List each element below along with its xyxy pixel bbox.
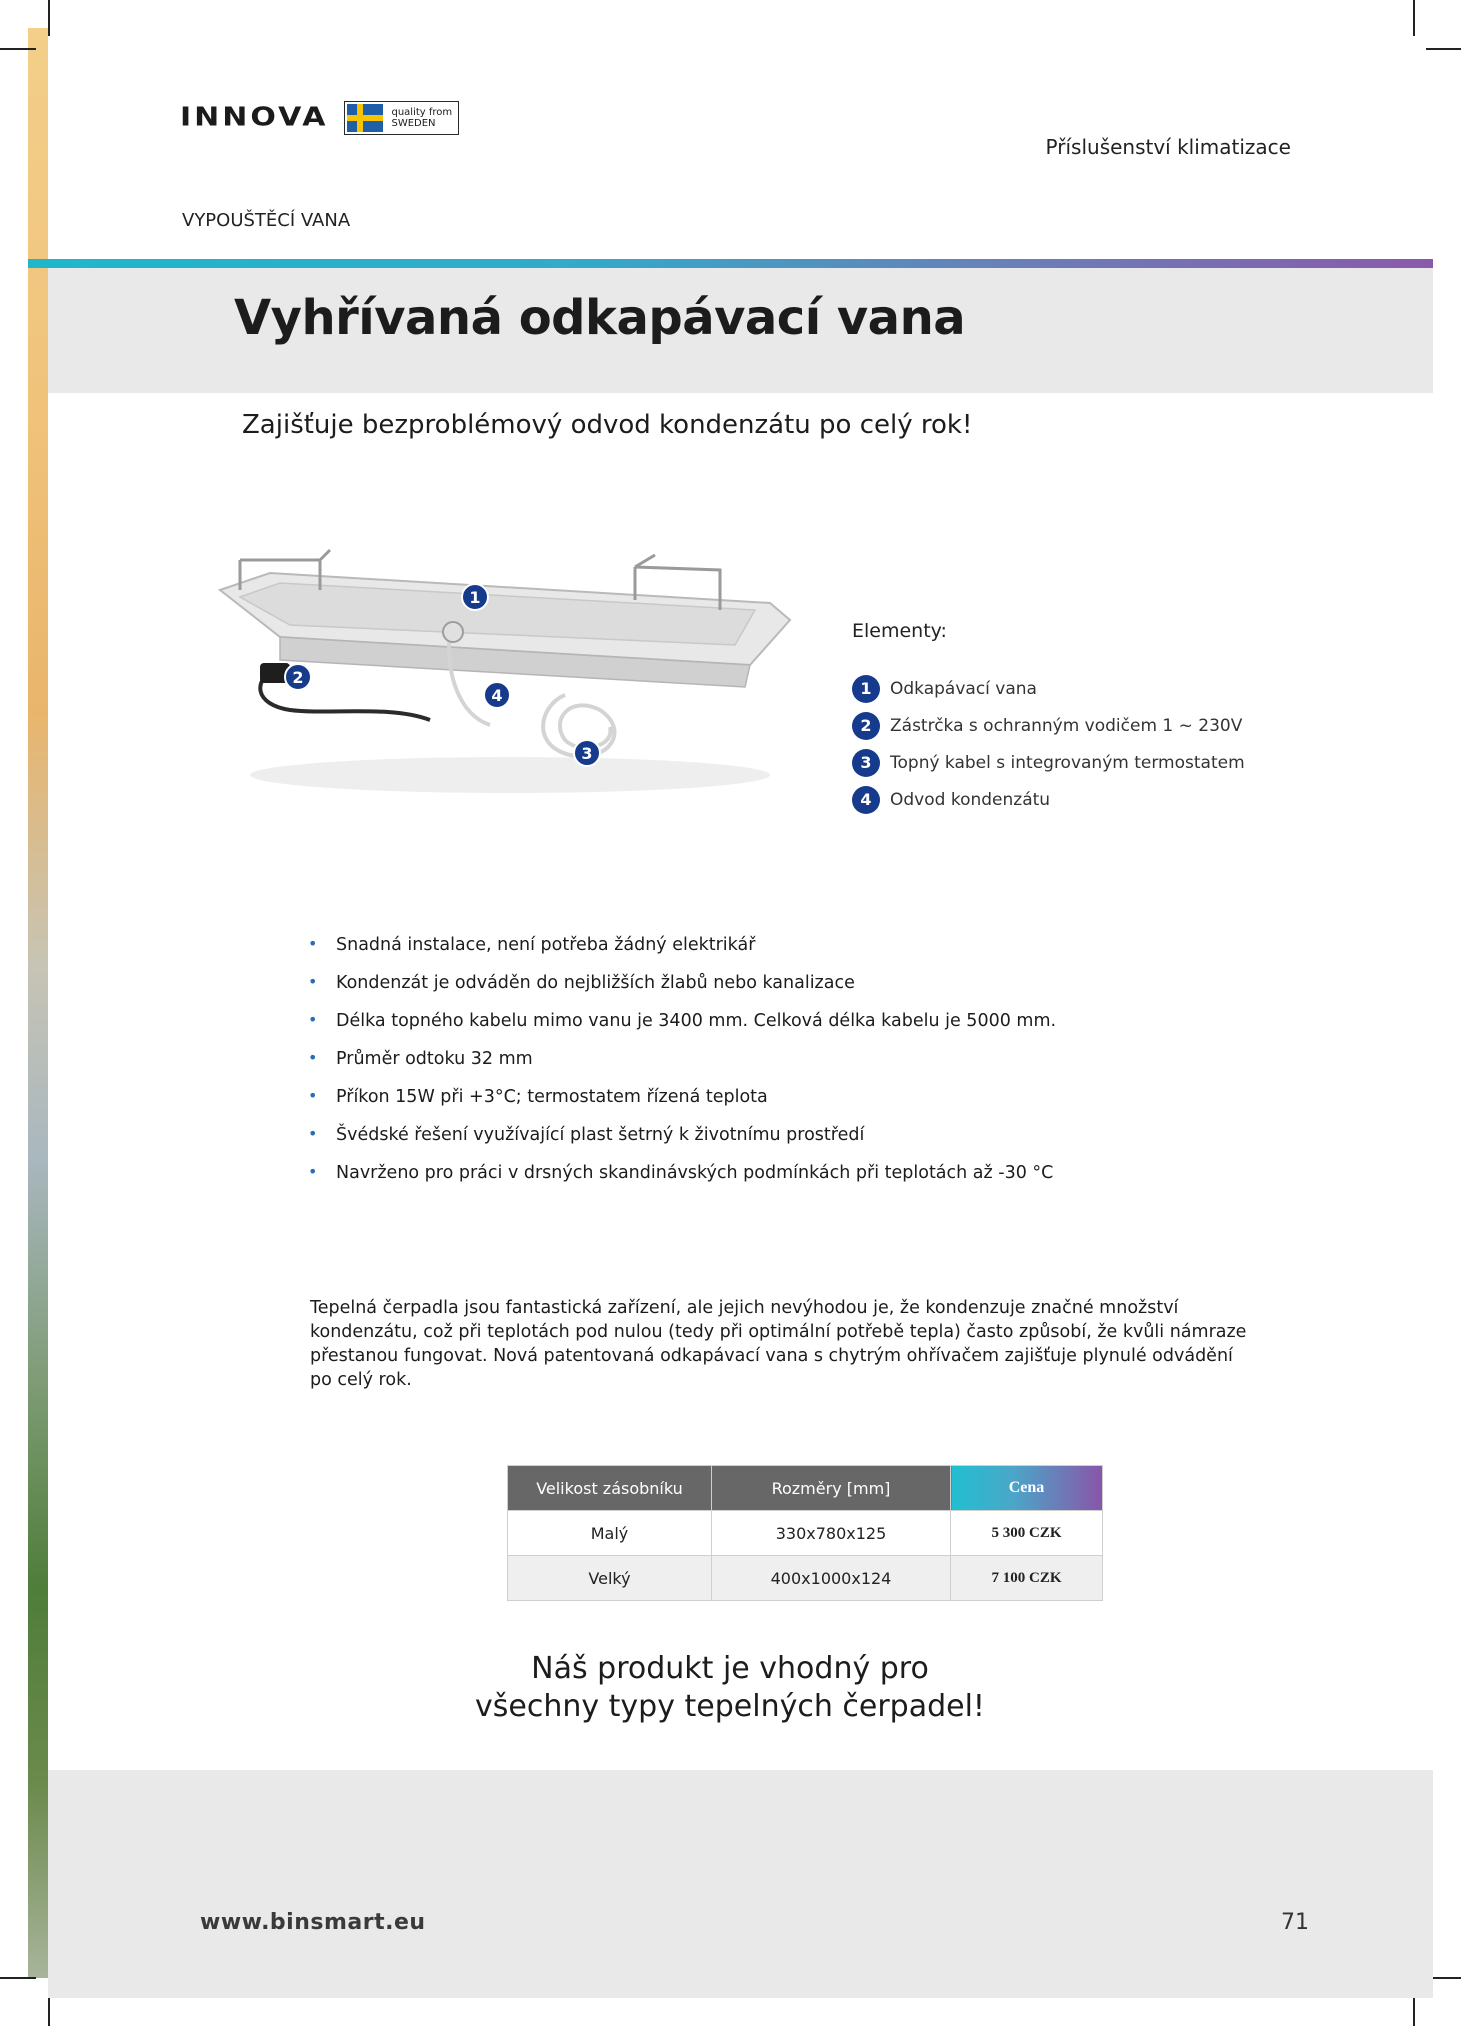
price-table bbox=[507, 1465, 1103, 1601]
category-label: Příslušenství klimatizace bbox=[1045, 135, 1291, 159]
svg-text:3: 3 bbox=[581, 744, 593, 763]
promo-text bbox=[380, 1650, 1080, 1726]
legend-item bbox=[852, 744, 1245, 781]
table-cell: Velký bbox=[508, 1556, 712, 1601]
svg-text:1: 1 bbox=[469, 588, 481, 607]
price-cell: 5 300 CZK bbox=[951, 1511, 1103, 1556]
footer-band bbox=[48, 1770, 1433, 1998]
feature-list bbox=[308, 935, 1056, 1201]
marker-1 bbox=[462, 584, 488, 610]
website-link[interactable]: www.binsmart.eu bbox=[200, 1910, 426, 1935]
svg-text:2: 2 bbox=[292, 668, 304, 687]
legend-number: 1 bbox=[852, 675, 880, 703]
crop-mark bbox=[0, 48, 36, 50]
badge-line-2: SWEDEN bbox=[391, 117, 436, 129]
feature-item: • Navrženo pro práci v drsných skandinávských podmínkách při teplotách až -30 °C bbox=[308, 1163, 1056, 1201]
table-cell: 330x780x125 bbox=[712, 1511, 951, 1556]
crop-mark bbox=[1426, 48, 1461, 50]
marker-2 bbox=[285, 664, 311, 690]
column-header: Cena bbox=[951, 1466, 1103, 1511]
table-header-row bbox=[508, 1466, 1103, 1511]
bleed-image-strip bbox=[28, 28, 48, 1978]
legend-label: Topný kabel s integrovaným termostatem bbox=[890, 752, 1245, 773]
feature-item: • Švédské řešení využívající plast šetrný k životnímu prostředí bbox=[308, 1125, 1056, 1163]
quality-badge bbox=[344, 101, 459, 135]
svg-text:4: 4 bbox=[491, 686, 503, 705]
brand-logo bbox=[180, 100, 459, 135]
promo-line-2: všechny typy tepelných čerpadel! bbox=[475, 1689, 985, 1724]
column-header: Velikost zásobníku bbox=[508, 1466, 712, 1511]
legend-label: Odvod kondenzátu bbox=[890, 789, 1051, 810]
crop-mark bbox=[0, 1977, 36, 1979]
section-label: VYPOUŠTĚCÍ VANA bbox=[182, 210, 351, 231]
page-subtitle: Zajišťuje bezproblémový odvod kondenzátu po celý rok! bbox=[242, 410, 973, 440]
marker-3 bbox=[574, 740, 600, 766]
legend-number: 2 bbox=[852, 712, 880, 740]
crop-mark bbox=[48, 0, 50, 36]
legend-number: 3 bbox=[852, 749, 880, 777]
table-row bbox=[508, 1511, 1103, 1556]
feature-item: • Příkon 15W při +3°C; termostatem řízená teplota bbox=[308, 1087, 1056, 1125]
page-number: 71 bbox=[1281, 1910, 1309, 1935]
marker-4 bbox=[484, 682, 510, 708]
crop-mark bbox=[1413, 0, 1415, 36]
brand-name: INNOVA bbox=[180, 102, 329, 133]
legend-item bbox=[852, 707, 1245, 744]
feature-item: • Délka topného kabelu mimo vanu je 3400 mm. Celková délka kabelu je 5000 mm. bbox=[308, 1011, 1056, 1049]
legend-heading: Elementy: bbox=[852, 620, 947, 642]
table-row bbox=[508, 1556, 1103, 1601]
elements-legend bbox=[852, 620, 1245, 818]
legend-item bbox=[852, 781, 1245, 818]
legend-item bbox=[852, 670, 1245, 707]
drip-tray-illustration bbox=[210, 515, 800, 805]
column-header: Rozměry [mm] bbox=[712, 1466, 951, 1511]
price-cell: 7 100 CZK bbox=[951, 1556, 1103, 1601]
badge-line-1: quality from bbox=[391, 106, 453, 118]
feature-item: • Snadná instalace, není potřeba žádný elektrikář bbox=[308, 935, 1056, 973]
swedish-flag-icon bbox=[347, 104, 383, 132]
description-paragraph: Tepelná čerpadla jsou fantastická zařízení, ale jejich nevýhodou je, že kondenzuje značné množství kondenzátu, což při teplotách pod nulou (tedy při optimální potřebě tepla) často způsobí, že kvůli námraze přestanou fungovat. Nová patentovaná odkapávací vana s chytrým ohřívačem zajišťuje plynulé odvádění po celý rok. bbox=[310, 1298, 1247, 1390]
table-cell: 400x1000x124 bbox=[712, 1556, 951, 1601]
feature-item: • Kondenzát je odváděn do nejbližších žlabů nebo kanalizace bbox=[308, 973, 1056, 1011]
feature-item: • Průměr odtoku 32 mm bbox=[308, 1049, 1056, 1087]
gradient-divider bbox=[28, 259, 1433, 268]
page-title: Vyhřívaná odkapávací vana bbox=[234, 290, 966, 346]
table-cell: Malý bbox=[508, 1511, 712, 1556]
legend-number: 4 bbox=[852, 786, 880, 814]
legend-label: Odkapávací vana bbox=[890, 678, 1037, 699]
promo-line-1: Náš produkt je vhodný pro bbox=[531, 1651, 929, 1686]
legend-label: Zástrčka s ochranným vodičem 1 ~ 230V bbox=[890, 715, 1243, 736]
